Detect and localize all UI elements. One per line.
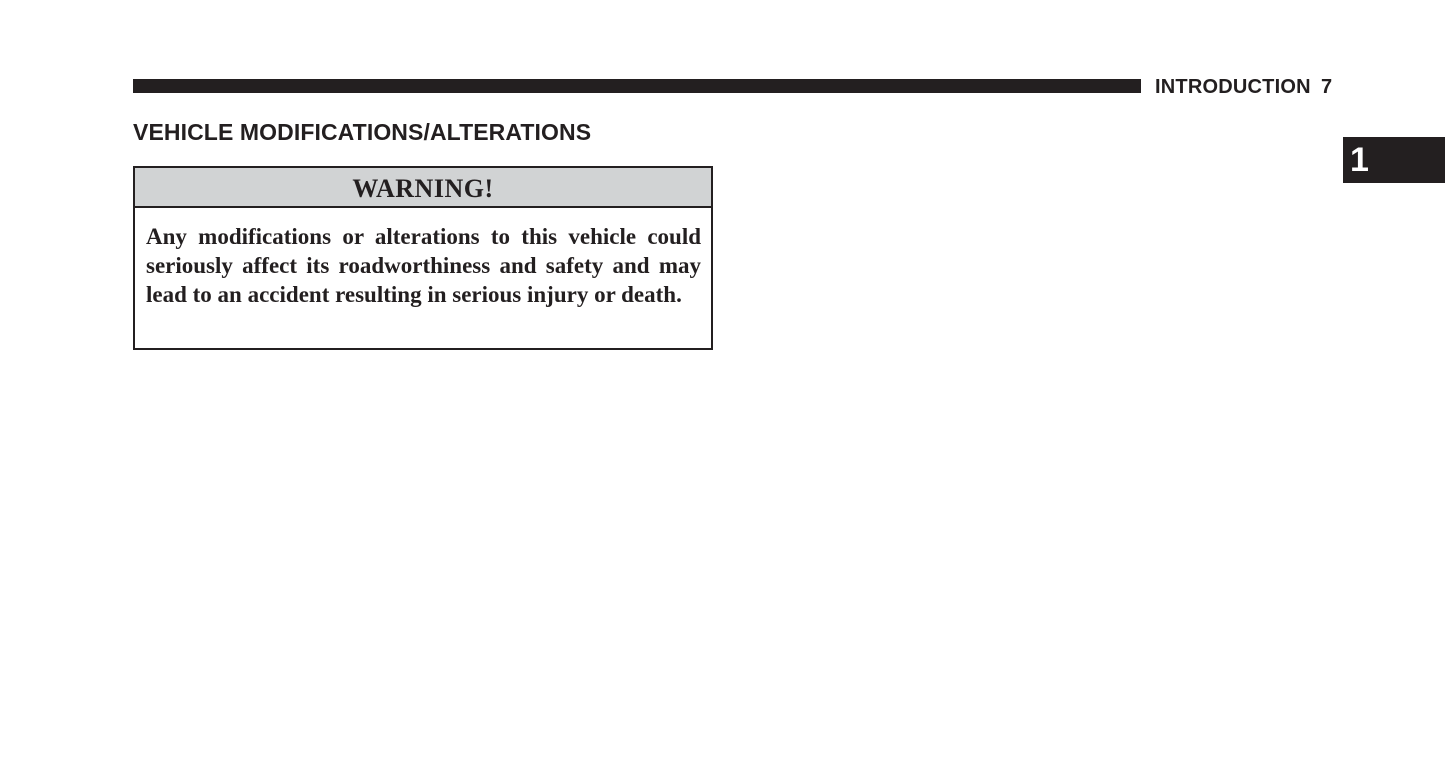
warning-box bbox=[133, 166, 713, 350]
warning-text: Any modifications or alterations to this vehicle could seriously affect its roadworthiness and safety and may lead to an accident resulting in serious injury or death. bbox=[146, 224, 701, 307]
chapter-tab bbox=[1343, 137, 1445, 183]
page-number: 7 bbox=[1321, 76, 1333, 98]
section-heading: VEHICLE MODIFICATIONS/ALTERATIONS bbox=[133, 119, 592, 145]
warning-title: WARNING! bbox=[135, 168, 711, 208]
running-header-title: INTRODUCTION bbox=[1155, 76, 1311, 98]
chapter-tab-number: 1 bbox=[1350, 141, 1369, 179]
header-rule bbox=[133, 79, 1141, 93]
